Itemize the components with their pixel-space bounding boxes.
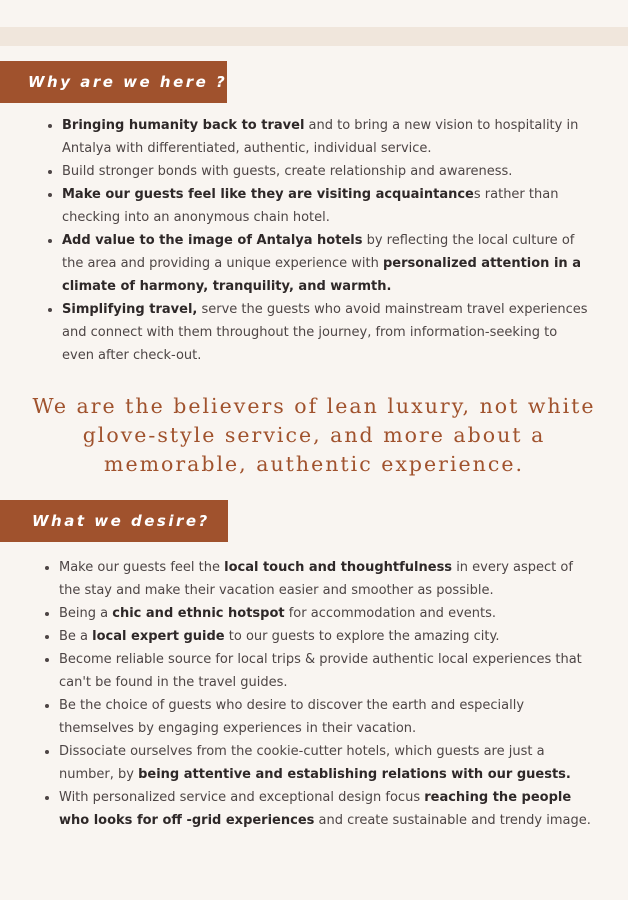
- desire-item-6: Dissociate ourselves from the cookie-cutter hotels, which guests are just a number, by being attentive and establishing relations with our guests.: [45, 740, 593, 786]
- desire-item-2: Being a chic and ethnic hotspot for accommodation and events.: [45, 602, 593, 625]
- why-item-2: Build stronger bonds with guests, create relationship and awareness.: [48, 160, 588, 183]
- desire-item-7: With personalized service and exceptional design focus reaching the people who looks for off -grid experiences and create sustainable and trendy image.: [45, 786, 593, 832]
- top-decorative-band: [0, 27, 628, 46]
- why-item-3: Make our guests feel like they are visiting acquaintances rather than checking into an anonymous chain hotel.: [48, 183, 588, 229]
- philosophy-quote: We are the believers of lean luxury, not white glove-style service, and more about a memorable, authentic experience.: [32, 394, 596, 476]
- why-list: [48, 114, 588, 367]
- section-heading-why: Why are we here ?: [0, 61, 227, 103]
- why-item-5: Simplifying travel, serve the guests who avoid mainstream travel experiences and connect with them throughout the journey, from information-seeking to even after check-out.: [48, 298, 588, 367]
- desire-item-3: Be a local expert guide to our guests to explore the amazing city.: [45, 625, 593, 648]
- why-item-4: Add value to the image of Antalya hotels by reflecting the local culture of the area and providing a unique experience with personalized attention in a climate of harmony, tranquility, and warmth.: [48, 229, 588, 298]
- desire-item-4: Become reliable source for local trips & provide authentic local experiences that can't be found in the travel guides.: [45, 648, 593, 694]
- desire-item-1: Make our guests feel the local touch and thoughtfulness in every aspect of the stay and make their vacation easier and smoother as possible.: [45, 556, 593, 602]
- desire-list: [45, 556, 593, 832]
- desire-item-5: Be the choice of guests who desire to discover the earth and especially themselves by engaging experiences in their vacation.: [45, 694, 593, 740]
- why-item-1: Bringing humanity back to travel and to bring a new vision to hospitality in Antalya with differentiated, authentic, individual service.: [48, 114, 588, 160]
- section-heading-desire: What we desire?: [0, 500, 228, 542]
